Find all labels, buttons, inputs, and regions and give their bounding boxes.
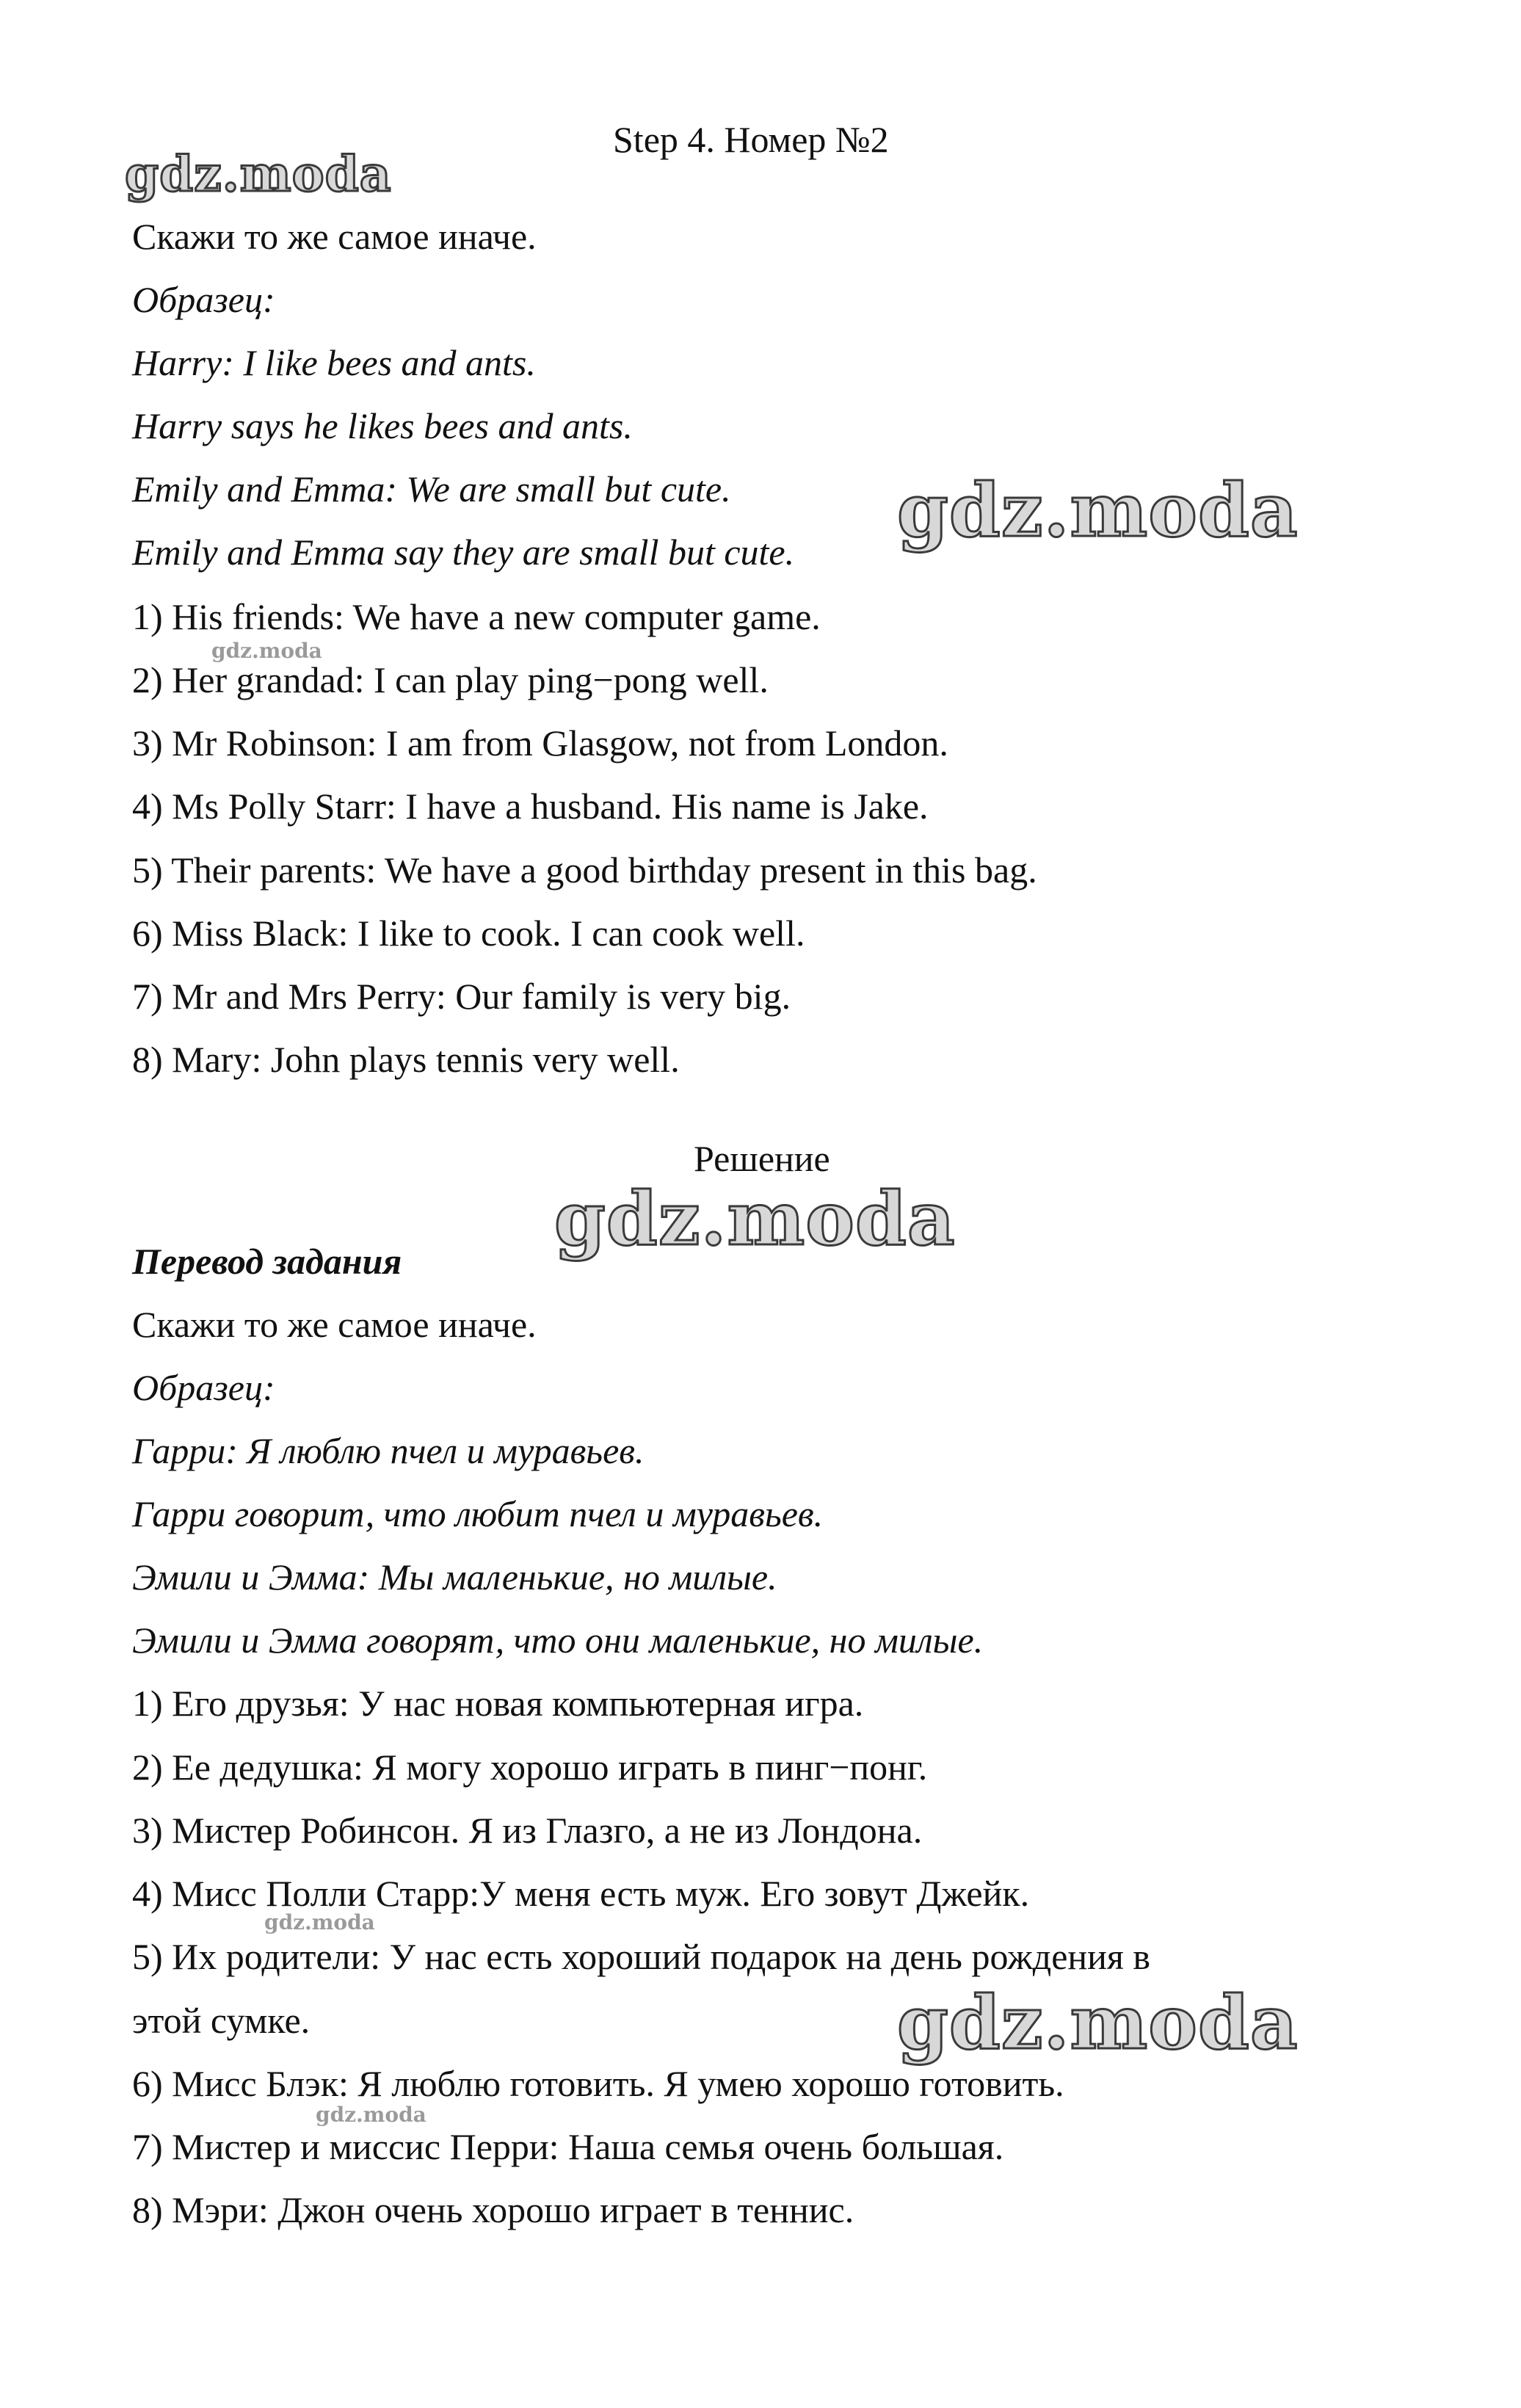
task-item: 8) Mary: John plays tennis very well.	[132, 1039, 680, 1080]
solution-sample-line: Гарри говорит, что любит пчел и муравьев.	[132, 1493, 824, 1534]
watermark-logo: gdz.moda	[125, 145, 392, 203]
translation-heading: Перевод задания	[132, 1241, 402, 1282]
solution-item: 4) Мисс Полли Старр:У меня есть муж. Его зовут Джейк.	[132, 1873, 1030, 1914]
task-item: 2) Her grandad: I can play ping−pong well.	[132, 659, 769, 700]
watermark-logo: gdz.moda	[897, 467, 1299, 554]
watermark-logo: gdz.moda	[897, 1979, 1299, 2066]
solution-heading: Решение	[694, 1138, 830, 1179]
solution-item: 8) Мэри: Джон очень хорошо играет в теннис.	[132, 2189, 854, 2230]
watermark-logo: gdz.moda	[264, 1910, 375, 1934]
solution-item: 1) Его друзья: У нас новая компьютерная игра.	[132, 1683, 864, 1724]
solution-item: 6) Мисс Блэк: Я люблю готовить. Я умею хорошо готовить.	[132, 2063, 1064, 2104]
task-sample-line: Emily and Emma: We are small but cute.	[132, 468, 731, 509]
task-item: 5) Their parents: We have a good birthday present in this bag.	[132, 849, 1037, 891]
solution-sample-line: Эмили и Эмма говорят, что они маленькие, но милые.	[132, 1620, 984, 1661]
solution-sample-line: Эмили и Эмма: Мы маленькие, но милые.	[132, 1556, 777, 1598]
solution-instruction: Скажи то же самое иначе.	[132, 1304, 537, 1345]
page-title: Step 4. Номер №2	[613, 119, 889, 160]
solution-item: 2) Ее дедушка: Я могу хорошо играть в пинг−понг.	[132, 1747, 928, 1788]
task-item: 3) Mr Robinson: I am from Glasgow, not from London.	[132, 722, 948, 764]
task-sample-label: Образец:	[132, 279, 275, 320]
watermark-logo: gdz.moda	[554, 1175, 956, 1262]
solution-item: этой сумке.	[132, 2000, 311, 2041]
solution-sample-line: Гарри: Я люблю пчел и муравьев.	[132, 1430, 645, 1471]
task-item: 7) Mr and Mrs Perry: Our family is very big.	[132, 976, 791, 1017]
watermark-logo: gdz.moda	[211, 639, 322, 663]
solution-item: 3) Мистер Робинсон. Я из Глазго, а не из Лондона.	[132, 1810, 923, 1851]
task-sample-line: Emily and Emma say they are small but cute.	[132, 532, 795, 573]
solution-item: 5) Их родители: У нас есть хороший подарок на день рождения в	[132, 1936, 1151, 1977]
solution-sample-label: Образец:	[132, 1367, 275, 1408]
task-sample-line: Harry: I like bees and ants.	[132, 342, 536, 383]
watermark-logo: gdz.moda	[316, 2103, 426, 2127]
solution-item: 7) Мистер и миссис Перри: Наша семья очень большая.	[132, 2126, 1004, 2167]
task-item: 1) His friends: We have a new computer game.	[132, 596, 821, 637]
task-item: 6) Miss Black: I like to cook. I can cook well.	[132, 913, 805, 954]
task-instruction: Скажи то же самое иначе.	[132, 216, 537, 257]
task-item: 4) Ms Polly Starr: I have a husband. His name is Jake.	[132, 786, 929, 827]
task-sample-line: Harry says he likes bees and ants.	[132, 405, 633, 446]
